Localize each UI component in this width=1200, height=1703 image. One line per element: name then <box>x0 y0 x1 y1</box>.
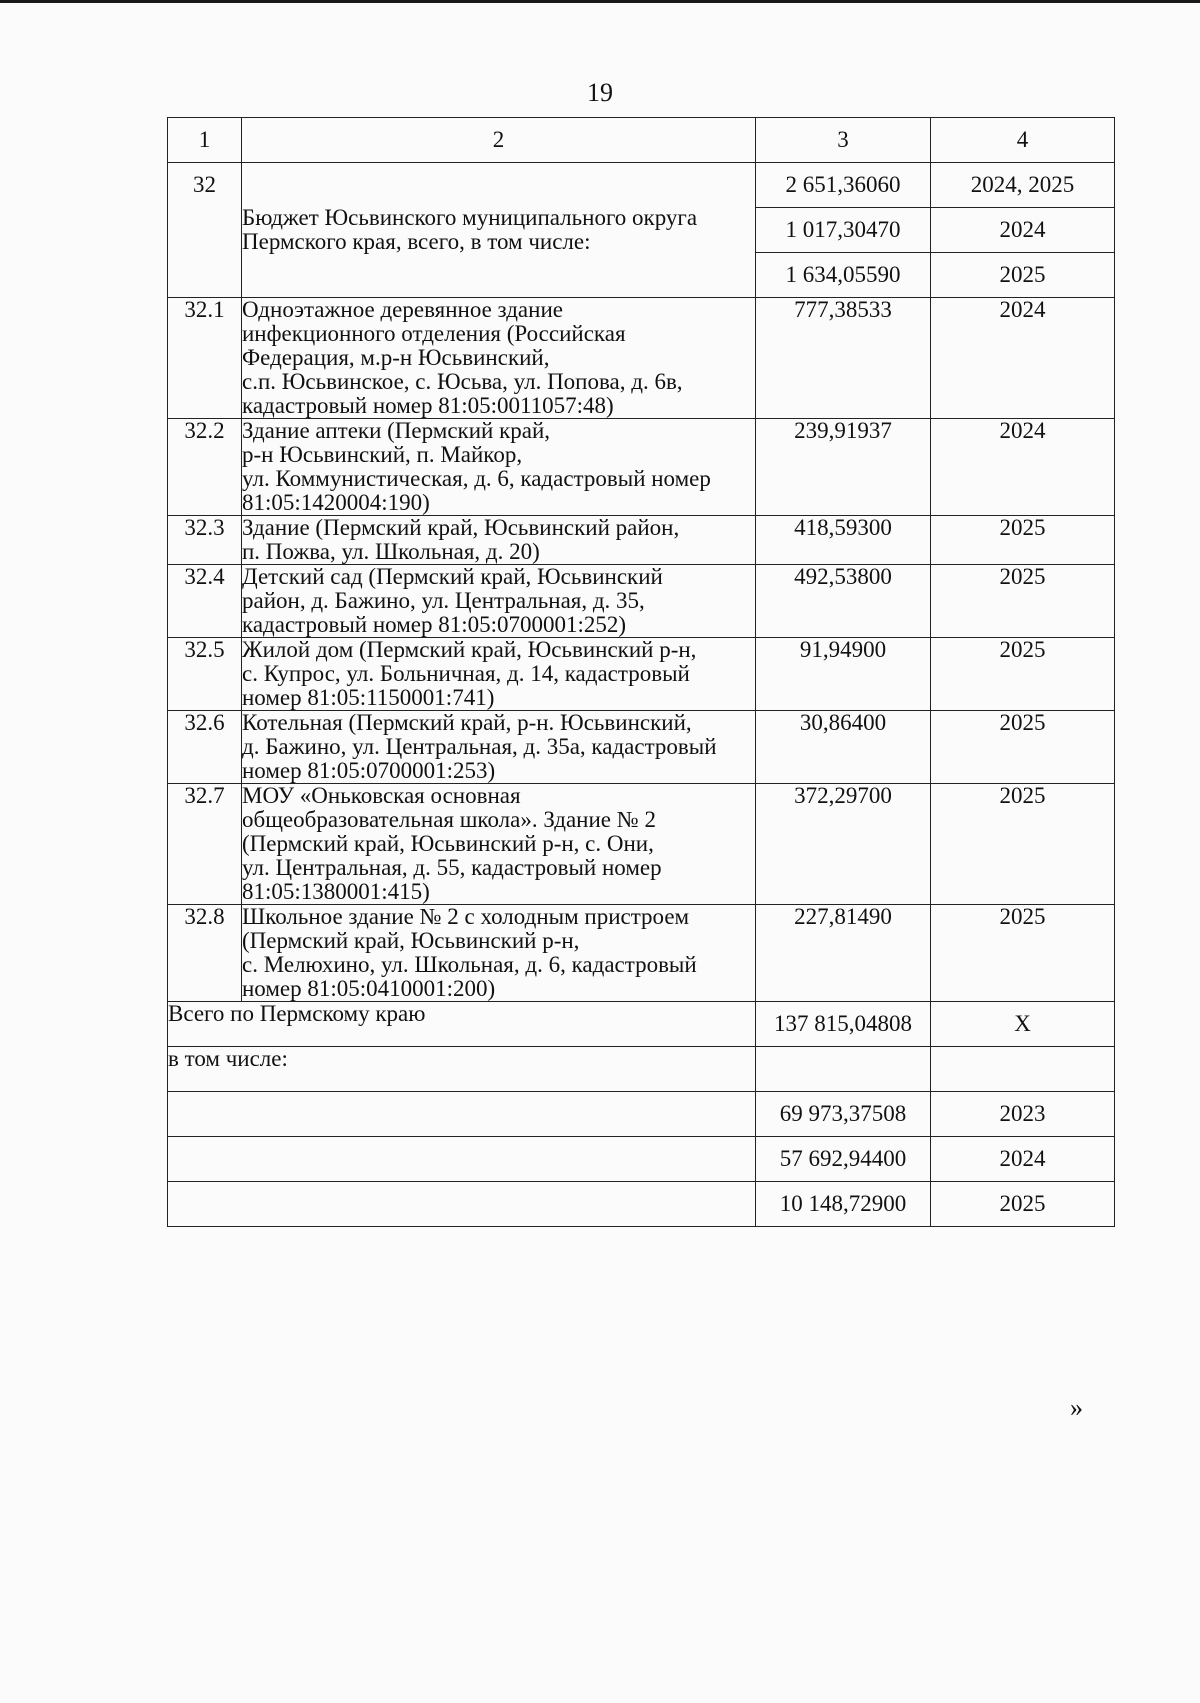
total-label: Всего по Пермскому краю <box>168 1002 756 1047</box>
item-year: 2025 <box>931 711 1115 784</box>
item-name <box>242 711 756 784</box>
item-name <box>242 419 756 516</box>
table-row <box>168 784 1115 905</box>
including-row <box>168 1047 1115 1092</box>
item-name <box>242 516 756 565</box>
item-name-line: МОУ «Оньковская основная <box>242 783 521 808</box>
item-name-line: кадастровый номер 81:05:0700001:252) <box>242 612 627 637</box>
item-number: 32.1 <box>168 298 242 419</box>
item-amount: 91,94900 <box>756 638 931 711</box>
item-amount: 239,91937 <box>756 419 931 516</box>
breakdown-label-empty <box>168 1182 756 1227</box>
item-name <box>242 905 756 1002</box>
item-name <box>242 638 756 711</box>
item-number: 32.5 <box>168 638 242 711</box>
scan-edge <box>0 0 1200 3</box>
item-number: 32.4 <box>168 565 242 638</box>
item-amount: 30,86400 <box>756 711 931 784</box>
table-row <box>168 565 1115 638</box>
item-name-line: кадастровый номер 81:05:0011057:48) <box>242 393 614 418</box>
table-row <box>168 419 1115 516</box>
group-amount: 1 634,05590 <box>756 253 931 298</box>
item-amount: 418,59300 <box>756 516 931 565</box>
item-name-line: Здание аптеки (Пермский край, <box>242 418 551 443</box>
breakdown-amount: 10 148,72900 <box>756 1182 931 1227</box>
item-name-line: ул. Центральная, д. 55, кадастровый номер <box>242 855 662 880</box>
table-row <box>168 298 1115 419</box>
breakdown-amount: 69 973,37508 <box>756 1092 931 1137</box>
budget-table <box>167 117 1115 1227</box>
item-name-line: р-н Юсьвинский, п. Майкор, <box>242 442 523 467</box>
item-name <box>242 565 756 638</box>
header-row <box>168 118 1115 163</box>
group-year: 2025 <box>931 253 1115 298</box>
item-name-line: инфекционного отделения (Российская <box>242 321 626 346</box>
table-row <box>168 638 1115 711</box>
item-name-line: Здание (Пермский край, Юсьвинский район, <box>242 515 680 540</box>
breakdown-row <box>168 1182 1115 1227</box>
item-name-line: Котельная (Пермский край, р-н. Юсьвинский, <box>242 710 692 735</box>
item-name-line: ул. Коммунистическая, д. 6, кадастровый номер <box>242 466 711 491</box>
item-name-line: п. Пожва, ул. Школьная, д. 20) <box>242 539 540 564</box>
breakdown-year: 2024 <box>931 1137 1115 1182</box>
header-cell-4: 4 <box>931 118 1115 163</box>
breakdown-label-empty <box>168 1092 756 1137</box>
including-year-empty <box>931 1047 1115 1092</box>
item-name-line: Федерация, м.р-н Юсьвинский, <box>242 345 550 370</box>
item-name <box>242 784 756 905</box>
item-year: 2025 <box>931 565 1115 638</box>
item-name-line: (Пермский край, Юсьвинский р-н, <box>242 928 580 953</box>
item-year: 2025 <box>931 905 1115 1002</box>
total-amount: 137 815,04808 <box>756 1002 931 1047</box>
table-row <box>168 516 1115 565</box>
breakdown-label-empty <box>168 1137 756 1182</box>
item-name-line: 81:05:1420004:190) <box>242 490 430 515</box>
item-year: 2024 <box>931 298 1115 419</box>
page-number: 19 <box>587 78 613 107</box>
closing-quote: » <box>1070 1393 1083 1422</box>
group-amount: 2 651,36060 <box>756 163 931 208</box>
item-amount: 777,38533 <box>756 298 931 419</box>
table-row <box>168 905 1115 1002</box>
item-amount: 372,29700 <box>756 784 931 905</box>
item-name-line: номер 81:05:0700001:253) <box>242 758 496 783</box>
breakdown-amount: 57 692,94400 <box>756 1137 931 1182</box>
breakdown-row <box>168 1092 1115 1137</box>
item-name-line: Детский сад (Пермский край, Юсьвинский <box>242 564 663 589</box>
item-number: 32.7 <box>168 784 242 905</box>
item-name-line: с. Купрос, ул. Больничная, д. 14, кадастровый <box>242 661 690 686</box>
item-name-line: д. Бажино, ул. Центральная, д. 35а, кадастровый <box>242 734 717 759</box>
including-label: в том числе: <box>168 1047 756 1092</box>
item-amount: 492,53800 <box>756 565 931 638</box>
item-number: 32.2 <box>168 419 242 516</box>
item-name-line: 81:05:1380001:415) <box>242 879 430 904</box>
item-name-line: Школьное здание № 2 с холодным пристроем <box>242 904 690 929</box>
breakdown-year: 2025 <box>931 1182 1115 1227</box>
item-name-line: с. Мелюхино, ул. Школьная, д. 6, кадастровый <box>242 952 697 977</box>
item-amount: 227,81490 <box>756 905 931 1002</box>
item-name-line: номер 81:05:0410001:200) <box>242 976 496 1001</box>
item-name-line: номер 81:05:1150001:741) <box>242 685 495 710</box>
including-amount-empty <box>756 1047 931 1092</box>
breakdown-year: 2023 <box>931 1092 1115 1137</box>
group-row <box>168 163 1115 208</box>
item-number: 32.3 <box>168 516 242 565</box>
group-amount: 1 017,30470 <box>756 208 931 253</box>
item-name <box>242 298 756 419</box>
item-name-line: общеобразовательная школа». Здание № 2 <box>242 807 656 832</box>
table-row <box>168 711 1115 784</box>
header-cell-1: 1 <box>168 118 242 163</box>
group-name: Бюджет Юсьвинского муниципального округа Пермского края, всего, в том числе: <box>242 163 756 298</box>
item-name-line: с.п. Юсьвинское, с. Юсьва, ул. Попова, д. 6в, <box>242 369 683 394</box>
item-year: 2024 <box>931 419 1115 516</box>
total-row <box>168 1002 1115 1047</box>
header-cell-2: 2 <box>242 118 756 163</box>
item-year: 2025 <box>931 784 1115 905</box>
total-year: Х <box>931 1002 1115 1047</box>
item-number: 32.6 <box>168 711 242 784</box>
group-year: 2024, 2025 <box>931 163 1115 208</box>
item-year: 2025 <box>931 638 1115 711</box>
item-name-line: Одноэтажное деревянное здание <box>242 297 563 322</box>
breakdown-row <box>168 1137 1115 1182</box>
header-cell-3: 3 <box>756 118 931 163</box>
item-name-line: (Пермский край, Юсьвинский р-н, с. Они, <box>242 831 654 856</box>
group-year: 2024 <box>931 208 1115 253</box>
item-year: 2025 <box>931 516 1115 565</box>
item-name-line: район, д. Бажино, ул. Центральная, д. 35, <box>242 588 645 613</box>
item-name-line: Жилой дом (Пермский край, Юсьвинский р-н, <box>242 637 697 662</box>
item-number: 32.8 <box>168 905 242 1002</box>
group-number: 32 <box>168 163 242 298</box>
